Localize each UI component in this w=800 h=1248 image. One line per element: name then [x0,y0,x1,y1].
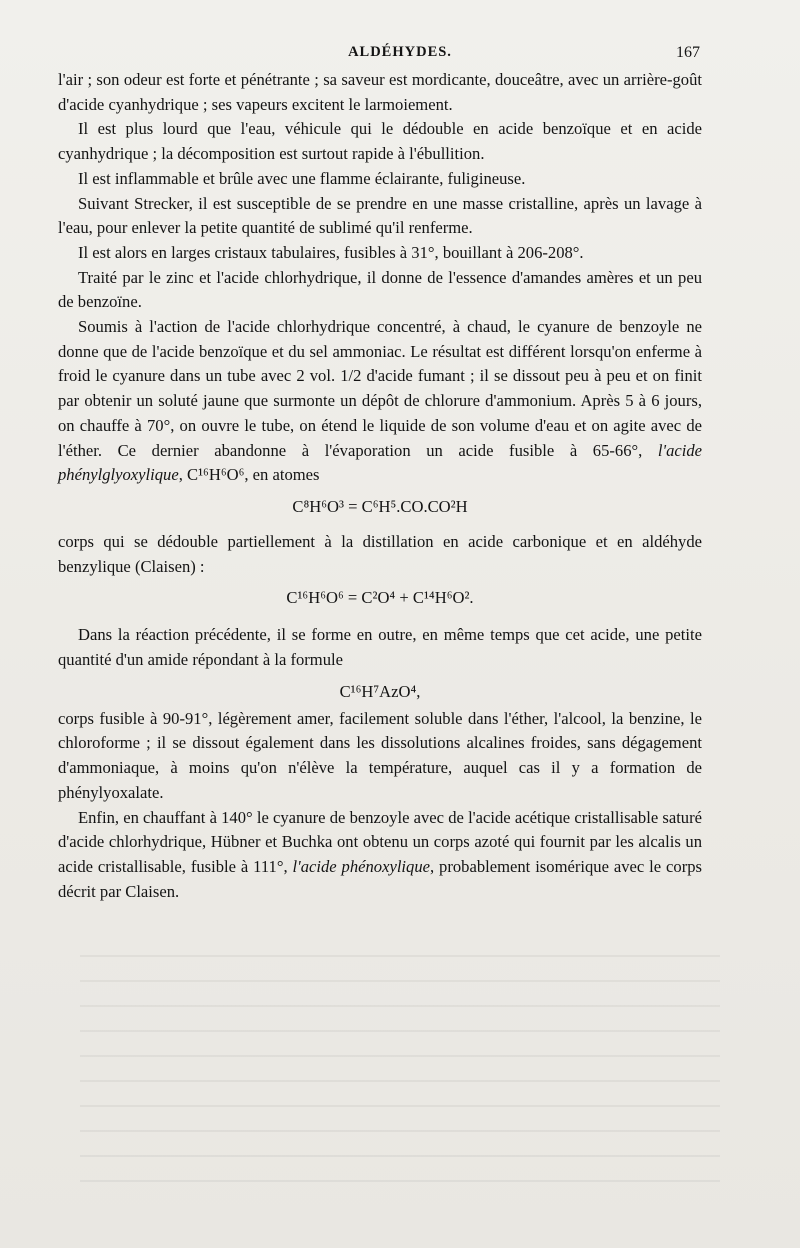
formula-amide: C¹⁶H⁷AzO⁴, [339,681,421,701]
paragraph-text: Enfin, en chauffant à 140° le cyanure de benzoyle avec de l'acide acétique cristallisable saturé d'acide chlorhydrique, Hübner et Buchka ont obtenu un corps azoté qui fournit par les alcalis un acide cristallisable, fusible à 111°, [58,807,702,876]
paragraph-amide-properties: corps fusible à 90-91°, légèrement amer, facilement soluble dans l'éther, l'alcool, la benzine, le chloroforme ; il se dissout également dans les dissolutions alcalines froides, sans dégagement d'ammoniaque, à moins qu'on n'élève la température, auquel cas il y a formation de phénylyoxalate. [58,708,702,802]
paragraph-strecker: Suivant Strecker, il est susceptible de se prendre en une masse cristalline, après un lavage à l'eau, pour enlever la petite quantité de sublimé qu'il renferme. [58,193,702,238]
formula-phenylglyoxylic-acid: C⁸H⁶O³ = C⁶H⁵.CO.CO²H [292,496,468,516]
paragraph-density: Il est plus lourd que l'eau, véhicule qui le dédouble en acide benzoïque et en acide cyanhydrique ; la décomposition est surtout rapide à l'ébullition. [58,119,702,164]
paragraph-flammability: Il est inflammable et brûle avec une flamme éclairante, fuligineuse. [78,168,526,188]
paragraph-text: , C¹⁶H⁶O⁶, en atomes [178,465,320,485]
page-header [0,44,800,68]
running-title: ALDÉHYDES. [348,44,452,60]
paragraph-crystals: Il est alors en larges cristaux tabulaires, fusibles à 31°, bouillant à 206-208°. [78,242,584,262]
paragraph-distillation: corps qui se dédouble partiellement à la distillation en acide carbonique et en aldéhyde benzylique (Claisen) : [58,531,702,576]
paragraph-amide: Dans la réaction précédente, il se forme en outre, en même temps que cet acide, une petite quantité d'un amide répondant à la formule [58,625,702,670]
page-number: 167 [676,44,700,61]
paragraph-hydrochloric-action [58,315,702,488]
body-text [58,68,702,904]
formula-decomposition: C¹⁶H⁶O⁶ = C²O⁴ + C¹⁴H⁶O². [286,588,474,608]
compound-name-italic: l'acide phénoxylique [292,856,430,876]
paragraph-hubner-buchka [58,806,702,905]
reverse-side-bleed-through [80,945,720,1185]
paragraph-text: , probablement isomérique avec le corps décrit par Claisen. [58,856,702,901]
paragraph-continuation: l'air ; son odeur est forte et pénétrante ; sa saveur est mordicante, douceâtre, avec un arrière-goût d'acide cyanhydrique ; ses vapeurs excitent le larmoiement. [58,70,702,114]
paragraph-text: Soumis à l'action de l'acide chlorhydrique concentré, à chaud, le cyanure de benzoyle ne donne que de l'acide benzoïque et du sel ammoniac. Le résultat est différent lorsqu'on enferme à froid le cyanure dans un tube avec 2 vol. 1/2 d'acide fumant ; il se dissout peu à peu et on finit par obtenir un soluté jaune que surmonte un dépôt de chlorure d'ammonium. Après 5 à 6 jours, on chauffe à 70°, on ouvre le tube, on étend le liquide de son volume d'eau et on agite avec de l'éther. Ce dernier abandonne à l'évaporation un acide fusible à 65-66°, [58,317,702,460]
compound-name-italic: l'acide phénylglyoxylique [58,440,702,485]
paragraph-zinc-reduction: Traité par le zinc et l'acide chlorhydrique, il donne de l'essence d'amandes amères et un peu de benzoïne. [58,267,702,312]
